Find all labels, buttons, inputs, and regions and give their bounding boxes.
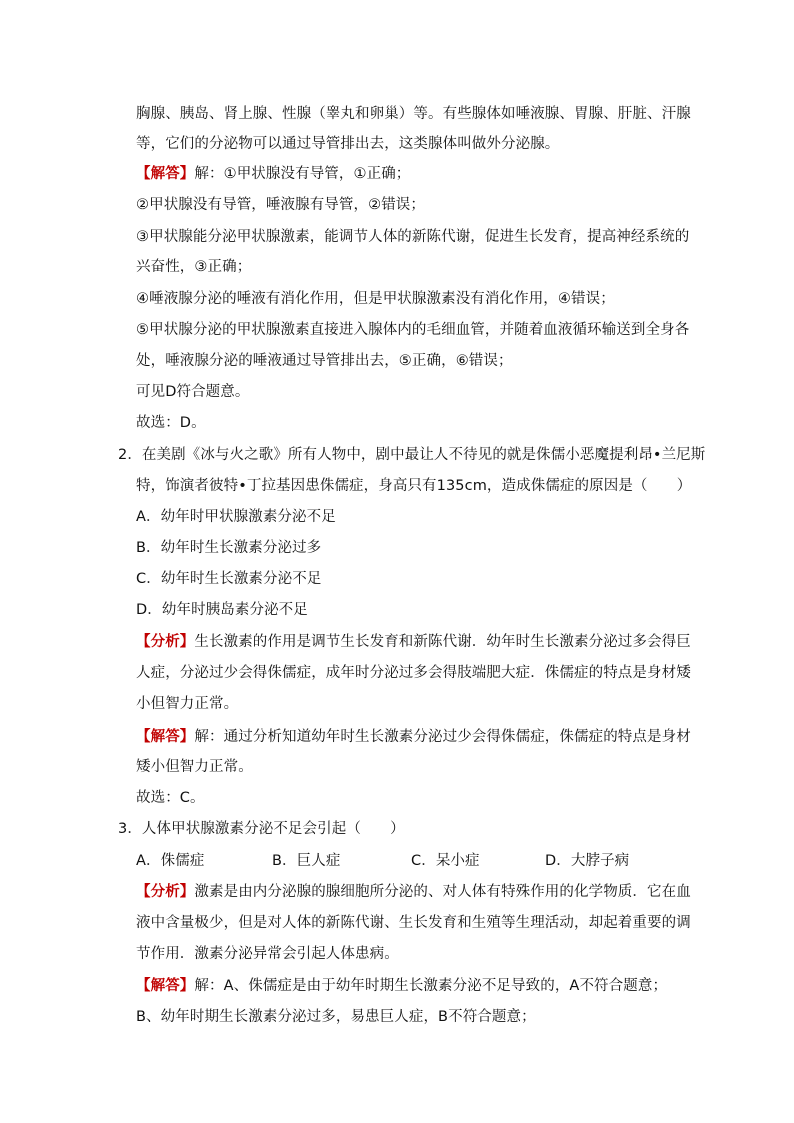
text-line: 矮小但智力正常。 [136,759,253,775]
text-line: 液中含量极少，但是对人体的新陈代谢、生长发育和生殖等生理活动，却起着重要的调 [136,915,691,931]
text-span: 生长激素的作用是调节生长发育和新陈代谢．幼年时生长激素分泌过多会得巨 [194,634,691,650]
option-b: B．巨人症 [272,853,341,869]
text-span: 激素是由内分泌腺的腺细胞所分泌的、对人体有特殊作用的化学物质．它在血 [194,884,691,900]
text-span: 解：A、侏儒症是由于幼年时期生长激素分泌不足导致的，A不符合题意； [194,978,668,994]
q1-answer-line [136,164,410,184]
choice-result: 故选：C。 [136,790,205,806]
text-line: 可见D符合题意。 [136,384,250,400]
text-line: 人症，分泌过少会得侏儒症，成年时分泌过多会得肢端肥大症．侏儒症的特点是身材矮 [136,665,691,681]
text-line: 小但智力正常。 [136,696,239,712]
answer-tag: 【解答】 [136,729,195,745]
text-line: 等，它们的分泌物可以通过导管排出去，这类腺体叫做外分泌腺。 [136,136,560,152]
text-span: 解：通过分析知道幼年时生长激素分泌过少会得侏儒症，侏儒症的特点是身材 [194,729,691,745]
text-line: ⑤甲状腺分泌的甲状腺激素直接进入腺体内的毛细血管，并随着血液循环输送到全身各 [136,322,690,338]
text-line: 胸腺、胰岛、肾上腺、性腺（睾丸和卵巢）等。有些腺体如唾液腺、胃腺、肝脏、汗腺 [136,106,691,122]
q2-analysis-line [136,632,691,652]
option-c: C．呆小症 [411,853,480,869]
text-line: ③甲状腺能分泌甲状腺激素，能调节人体的新陈代谢，促进生长发育，提高神经系统的 [136,229,690,245]
q2-answer-line [136,727,691,747]
question-stem: 2．在美剧《冰与火之歌》所有人物中，剧中最让人不待见的就是侏儒小恶魔提利昂•兰尼斯 [118,447,706,463]
analysis-tag: 【分析】 [136,884,195,900]
text-line: 处，唾液腺分泌的唾液通过导管排出去，⑤正确，⑥错误； [136,353,513,369]
option-a: A．幼年时甲状腺激素分泌不足 [136,509,336,525]
text-line: 节作用．激素分泌异常会引起人体患病。 [136,946,399,962]
option-b: B．幼年时生长激素分泌过多 [136,540,322,556]
option-d: D．幼年时胰岛素分泌不足 [136,602,308,618]
text-line: B、幼年时期生长激素分泌过多，易患巨人症，B不符合题意； [136,1009,536,1025]
choice-result: 故选：D。 [136,415,206,431]
text-line: ②甲状腺没有导管，唾液腺有导管，②错误； [136,197,425,213]
question-stem: 特，饰演者彼特•丁拉基因患侏儒症，身高只有135cm，造成侏儒症的原因是（ ） [136,478,692,494]
analysis-tag: 【分析】 [136,634,195,650]
option-c: C．幼年时生长激素分泌不足 [136,571,322,587]
text-span: 解：①甲状腺没有导管，①正确； [194,166,411,182]
text-line: 兴奋性，③正确； [136,259,252,275]
option-a: A．侏儒症 [136,853,205,869]
q3-analysis-line [136,882,691,902]
option-d: D．大脖子病 [545,853,630,869]
answer-tag: 【解答】 [136,166,195,182]
answer-tag: 【解答】 [136,978,195,994]
q3-answer-line [136,976,667,996]
text-line: ④唾液腺分泌的唾液有消化作用，但是甲状腺激素没有消化作用，④错误； [136,291,615,307]
question-stem: 3．人体甲状腺激素分泌不足会引起（ ） [118,821,405,837]
